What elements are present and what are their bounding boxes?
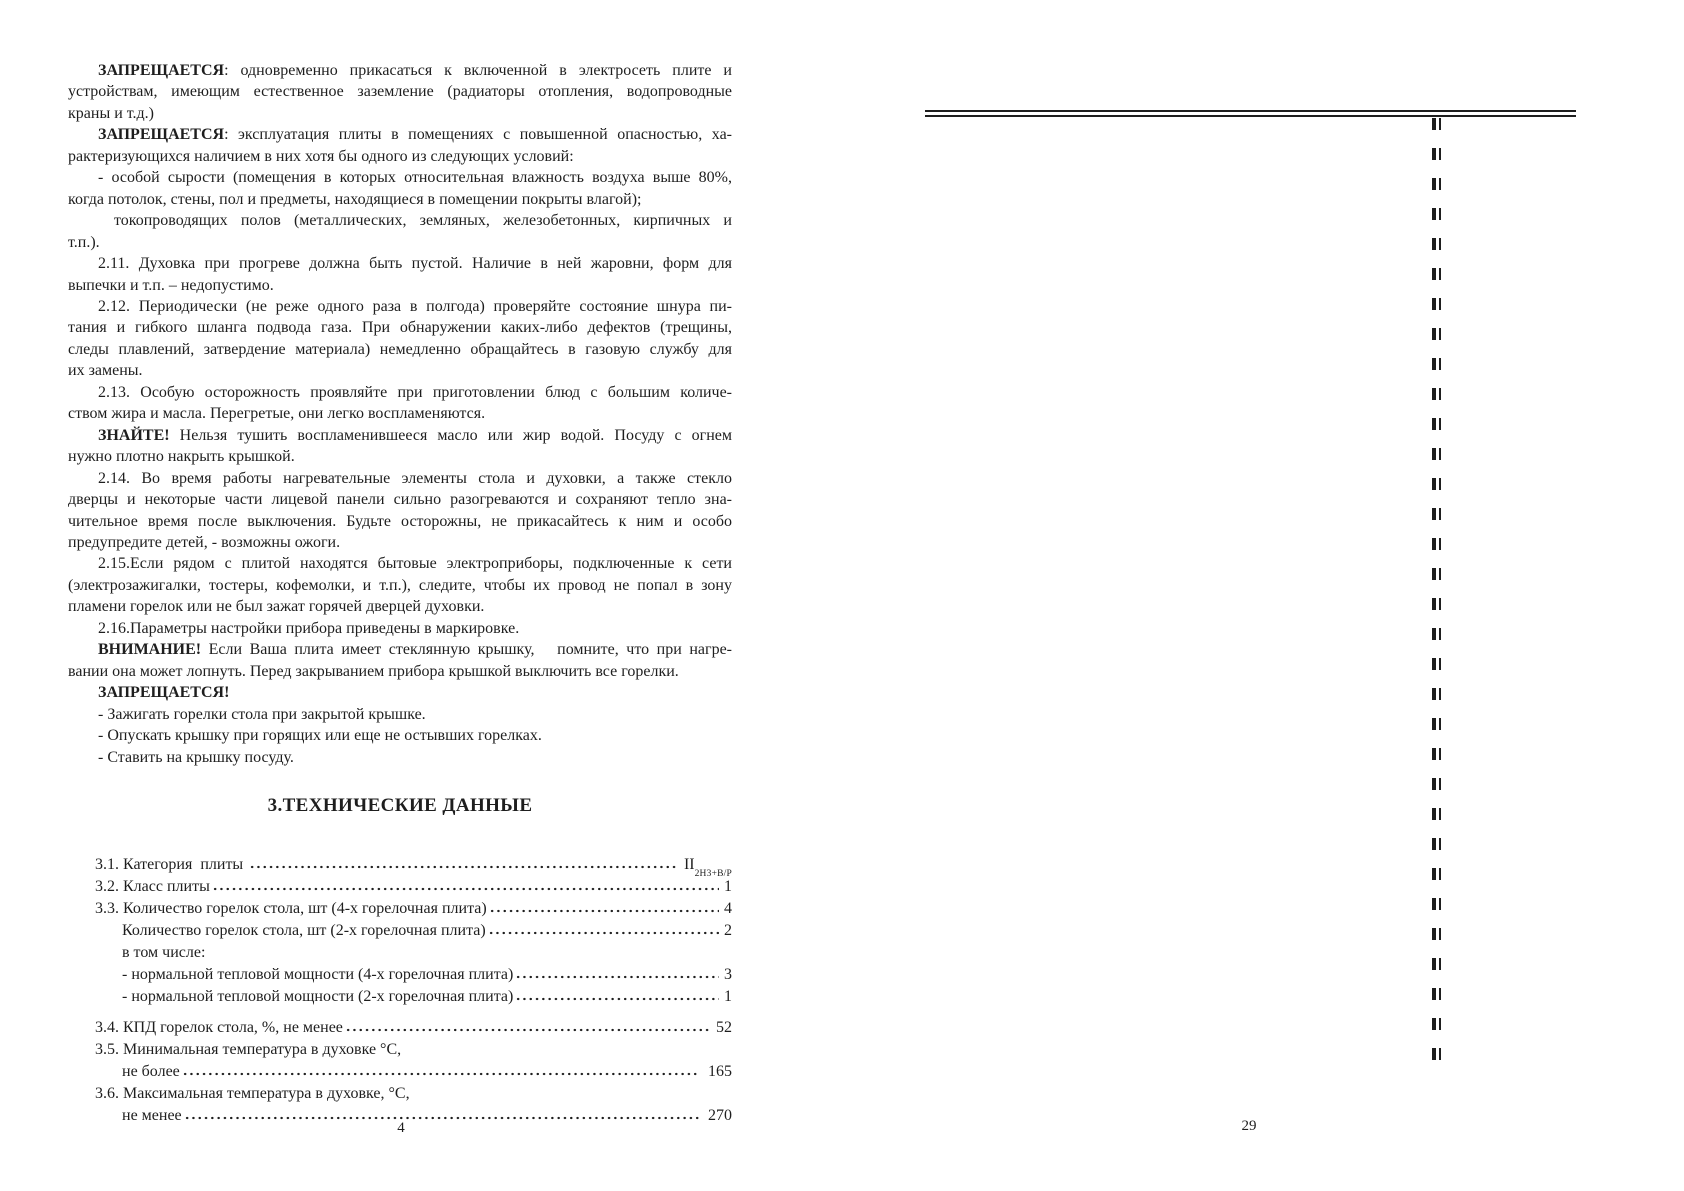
dot-leader [345, 1028, 711, 1032]
tech-data-value: $II_{2H3+B/P}$ [683, 855, 732, 880]
binding-mark [1432, 178, 1441, 190]
binding-mark-bar [1439, 148, 1441, 160]
binding-mark-bar [1432, 148, 1436, 160]
paragraph [68, 682, 732, 703]
binding-mark-bar [1432, 358, 1436, 370]
text: когда потолок, стены, пол и предметы, находящиеся в помещении покрыты влагой); [68, 190, 642, 208]
tech-data-row [95, 1017, 732, 1039]
binding-mark [1432, 478, 1441, 490]
dot-leader [184, 1116, 699, 1120]
binding-mark-bar [1439, 448, 1441, 460]
text-line [68, 103, 732, 124]
text: - Опускать крышку при горящих или еще не остывших горелках. [98, 727, 542, 745]
binding-mark-bar [1432, 388, 1436, 400]
paragraph [68, 167, 732, 210]
binding-mark-bar [1439, 628, 1441, 640]
text-line [68, 189, 732, 210]
text-line [68, 253, 732, 274]
body-paragraphs [68, 60, 732, 768]
text-line [68, 511, 732, 532]
tech-data-label: 3.1. Категория плиты [95, 855, 248, 873]
binding-mark-bar [1439, 328, 1441, 340]
binding-mark-bar [1439, 808, 1441, 820]
tech-data-row [95, 1105, 732, 1127]
binding-mark-bar [1432, 178, 1436, 190]
text-line [68, 210, 732, 231]
text: - Зажигать горелки стола при закрытой крышке. [98, 705, 426, 723]
binding-mark [1432, 958, 1441, 970]
binding-mark-bar [1439, 478, 1441, 490]
page-number-right: 29 [1241, 1118, 1257, 1134]
text-line [68, 317, 732, 338]
binding-mark-bar [1432, 208, 1436, 220]
text-line [68, 60, 732, 81]
text: : эксплуатация плиты в помещениях с повышенной опасностью, ха- [224, 126, 732, 144]
bold-text: ЗАПРЕЩАЕТСЯ! [98, 684, 230, 702]
paragraph [68, 425, 732, 468]
tech-data-row [95, 1083, 732, 1105]
binding-mark-bar [1432, 598, 1436, 610]
tech-data-value: 1 [724, 877, 732, 895]
binding-mark-bar [1432, 448, 1436, 460]
paragraph [68, 639, 732, 682]
binding-mark [1432, 298, 1441, 310]
binding-mark [1432, 778, 1441, 790]
tech-data-row [95, 898, 732, 920]
text-line [68, 275, 732, 296]
text-line [68, 296, 732, 317]
text-line [68, 704, 732, 725]
tech-data-row [95, 876, 732, 898]
paragraph [68, 747, 732, 768]
binding-mark [1432, 448, 1441, 460]
binding-mark-bar [1439, 388, 1441, 400]
binding-mark [1432, 358, 1441, 370]
binding-mark-bar [1432, 1018, 1436, 1030]
binding-mark-bar [1432, 628, 1436, 640]
text: Если Ваша плита имеет стеклянную крышку, помните, что при нагре- [201, 641, 732, 659]
dot-leader [515, 997, 719, 1001]
binding-mark-bar [1439, 268, 1441, 280]
binding-mark-bar [1432, 238, 1436, 250]
binding-mark-bar [1432, 898, 1436, 910]
binding-mark-bar [1432, 868, 1436, 880]
text: краны и т.д.) [68, 104, 155, 122]
binding-mark-bar [1439, 958, 1441, 970]
text: нужно плотно накрыть крышкой. [68, 448, 295, 466]
binding-mark [1432, 208, 1441, 220]
text-line [68, 661, 732, 682]
binding-mark [1432, 1048, 1441, 1060]
binding-mark [1432, 598, 1441, 610]
page-number-left: 4 [397, 1120, 405, 1136]
binding-mark-bar [1439, 238, 1441, 250]
text-line [68, 575, 732, 596]
binding-mark-bar [1439, 118, 1441, 130]
bold-text: ЗАПРЕЩАЕТСЯ [98, 126, 225, 144]
text: 2.14. Во время работы нагревательные элементы стола и духовки, а также стекло [98, 469, 732, 487]
binding-mark [1432, 568, 1441, 580]
binding-mark [1432, 328, 1441, 340]
binding-mark [1432, 148, 1441, 160]
binding-mark-bar [1432, 268, 1436, 280]
binding-mark-bar [1432, 778, 1436, 790]
paragraph [68, 296, 732, 382]
paragraph [68, 725, 732, 746]
text-line [68, 618, 732, 639]
binding-mark [1432, 118, 1441, 130]
text: следы плавлений, затвердение материала) немедленно обращайтесь в газовую службу для [68, 340, 732, 358]
binding-mark-bar [1432, 508, 1436, 520]
binding-mark-bar [1439, 898, 1441, 910]
binding-mark-bar [1439, 298, 1441, 310]
text: рактеризующихся наличием в них хотя бы одного из следующих условий: [68, 147, 574, 165]
text-line [68, 232, 732, 253]
tech-data-value: 165 [704, 1062, 732, 1080]
binding-mark-bar [1432, 538, 1436, 550]
binding-mark-bar [1432, 418, 1436, 430]
text-line [68, 639, 732, 660]
text: 2.11. Духовка при прогреве должна быть пустой. Наличие в ней жаровни, форм для [98, 255, 732, 273]
binding-mark-bar [1432, 688, 1436, 700]
binding-mark [1432, 268, 1441, 280]
binding-mark [1432, 628, 1441, 640]
text-line [68, 553, 732, 574]
text-line [68, 532, 732, 553]
text: чительное время после выключения. Будьте осторожны, не прикасайтесь к ним и особо [68, 512, 732, 530]
paragraph [68, 124, 732, 167]
text: вании она может лопнуть. Перед закрыванием прибора крышкой выключить все горелки. [68, 662, 679, 680]
tech-data-value: 1 [724, 987, 732, 1005]
text: т.п.). [68, 233, 100, 251]
binding-mark-bar [1432, 328, 1436, 340]
text: ством жира и масла. Перегретые, они легко воспламеняются. [68, 405, 486, 423]
dot-leader [212, 887, 719, 891]
binding-mark-bar [1432, 1048, 1436, 1060]
paragraph [68, 704, 732, 725]
text-line [68, 468, 732, 489]
text: устройствам, имеющим естественное заземление (радиаторы отопления, водопроводные [68, 83, 732, 101]
double-rule [925, 110, 1576, 117]
binding-mark-bar [1439, 358, 1441, 370]
paragraph [68, 553, 732, 617]
text-line [68, 682, 732, 703]
tech-data-label: - нормальной тепловой мощности (4-х горелочная плита) [122, 965, 514, 983]
tech-data-value: 52 [716, 1018, 732, 1036]
binding-mark [1432, 1018, 1441, 1030]
text-line [68, 403, 732, 424]
tech-data-row [95, 964, 732, 986]
tech-data-value-subscript: 2H3+B/P [694, 869, 732, 880]
tech-data-label: 3.3. Количество горелок стола, шт (4-х горелочная плита) [95, 899, 487, 917]
binding-mark-bar [1439, 718, 1441, 730]
binding-mark-bar [1439, 568, 1441, 580]
binding-mark-bar [1439, 838, 1441, 850]
dot-leader [249, 865, 679, 869]
tech-data-label: Количество горелок стола, шт (2-х горелочная плита) [122, 921, 486, 939]
binding-mark-bar [1439, 988, 1441, 1000]
binding-mark-bar [1432, 658, 1436, 670]
binding-mark-bar [1432, 808, 1436, 820]
text: дверцы и некоторые части лицевой панели сильно разогреваются и сохраняют тепло зна- [68, 491, 732, 509]
section-heading: 3.ТЕХНИЧЕСКИЕ ДАННЫЕ [267, 794, 533, 816]
binding-mark [1432, 868, 1441, 880]
text: предупредите детей, - возможны ожоги. [68, 533, 341, 551]
tech-data-value: 270 [704, 1106, 732, 1124]
text-line [68, 725, 732, 746]
paragraph [68, 468, 732, 554]
tech-data-value: 4 [724, 899, 732, 917]
text-line [68, 167, 732, 188]
text-line [68, 81, 732, 102]
tech-data-label: 3.2. Класс плиты [95, 877, 210, 895]
binding-mark [1432, 388, 1441, 400]
binding-mark-bar [1439, 658, 1441, 670]
dot-leader [182, 1072, 699, 1076]
text-line [68, 489, 732, 510]
binding-mark-bar [1439, 778, 1441, 790]
binding-mark-bar [1439, 598, 1441, 610]
tech-data-list [68, 854, 732, 1127]
binding-mark-bar [1432, 298, 1436, 310]
tech-data-value: 3 [724, 965, 732, 983]
tech-data-label: 3.5. Минимальная температура в духовке °С, [95, 1040, 402, 1058]
binding-mark-bar [1439, 1048, 1441, 1060]
binding-mark [1432, 508, 1441, 520]
binding-mark-bar [1432, 718, 1436, 730]
binding-mark-bar [1432, 928, 1436, 940]
text: пламени горелок или не был зажат горячей дверцей духовки. [68, 598, 485, 616]
binding-mark [1432, 688, 1441, 700]
paragraph [68, 210, 732, 253]
bold-text: ВНИМАНИЕ! [98, 641, 202, 659]
paragraph [68, 60, 732, 124]
binding-mark-bar [1439, 538, 1441, 550]
text: выпечки и т.п. – недопустимо. [68, 276, 274, 294]
binding-mark-bar [1432, 568, 1436, 580]
tech-data-label: 3.4. КПД горелок стола, %, не менее [95, 1018, 343, 1036]
text-line [68, 596, 732, 617]
bold-text: ЗНАЙТЕ! [98, 426, 170, 444]
binding-mark-bar [1439, 178, 1441, 190]
text: (электрозажигалки, тостеры, кофемолки, и т.п.), следите, чтобы их провод не попал в зону [68, 576, 732, 594]
binding-mark [1432, 718, 1441, 730]
text: 2.12. Периодически (не реже одного раза в полгода) проверяйте состояние шнура пи- [98, 297, 732, 315]
binding-mark-bar [1439, 418, 1441, 430]
tech-data-label: 3.6. Максимальная температура в духовке, °С, [95, 1084, 410, 1102]
text: 2.16.Параметры настройки прибора приведены в маркировке. [98, 619, 520, 637]
text-line [68, 425, 732, 446]
text: токопроводящих полов (металлических, земляных, железобетонных, кирпичных и [114, 212, 732, 230]
paragraph [68, 382, 732, 425]
text: 2.13. Особую осторожность проявляйте при приготовлении блюд с большим количе- [98, 383, 732, 401]
binding-mark [1432, 898, 1441, 910]
binding-mark [1432, 658, 1441, 670]
binding-mark [1432, 538, 1441, 550]
binding-mark [1432, 838, 1441, 850]
text-line [68, 124, 732, 145]
binding-mark [1432, 808, 1441, 820]
binding-mark-bar [1439, 868, 1441, 880]
binding-marks [1432, 118, 1441, 1078]
text-line [68, 146, 732, 167]
text: 2.15.Если рядом с плитой находятся бытовые электроприборы, подключенные к сети [98, 555, 732, 573]
binding-mark [1432, 748, 1441, 760]
binding-mark [1432, 928, 1441, 940]
tech-data-row [95, 1039, 732, 1061]
binding-mark-bar [1439, 1018, 1441, 1030]
tech-data-label: не более [122, 1062, 180, 1080]
binding-mark-bar [1432, 748, 1436, 760]
text-line [68, 360, 732, 381]
text: - Ставить на крышку посуду. [98, 748, 294, 766]
binding-mark-bar [1432, 988, 1436, 1000]
text: : одновременно прикасаться к включенной в электросеть плите и [224, 62, 732, 79]
tech-data-row [95, 942, 732, 964]
tech-data-row [95, 1061, 732, 1083]
binding-mark-bar [1439, 508, 1441, 520]
paragraph [68, 618, 732, 639]
text-line [68, 446, 732, 467]
binding-mark-bar [1439, 208, 1441, 220]
paragraph [68, 253, 732, 296]
bold-text: ЗАПРЕЩАЕТСЯ [98, 62, 225, 79]
tech-data-row [95, 854, 732, 880]
dot-leader [489, 909, 719, 913]
binding-mark-bar [1439, 748, 1441, 760]
binding-mark [1432, 238, 1441, 250]
tech-data-label: в том числе: [122, 943, 206, 961]
text: их замены. [68, 362, 143, 380]
text: тания и гибкого шланга подвода газа. При обнаружении каких-либо дефектов (трещины, [68, 319, 732, 337]
tech-data-label: не менее [122, 1106, 182, 1124]
text-line [68, 339, 732, 360]
tech-data-label: - нормальной тепловой мощности (2-х горелочная плита) [122, 987, 514, 1005]
text-line [68, 747, 732, 768]
binding-mark-bar [1439, 688, 1441, 700]
binding-mark-bar [1432, 838, 1436, 850]
binding-mark-bar [1432, 118, 1436, 130]
text: - особой сырости (помещения в которых относительная влажность воздуха выше 80%, [98, 169, 732, 187]
binding-mark-bar [1432, 478, 1436, 490]
binding-mark [1432, 418, 1441, 430]
text-line [68, 382, 732, 403]
dot-leader [515, 975, 719, 979]
text: Нельзя тушить воспламенившееся масло или жир водой. Посуду с огнем [169, 426, 732, 444]
binding-mark [1432, 988, 1441, 1000]
left-page [68, 60, 732, 1127]
tech-data-row [95, 920, 732, 942]
tech-data-row [95, 986, 732, 1008]
dot-leader [488, 931, 719, 935]
tech-data-value: 2 [724, 921, 732, 939]
binding-mark-bar [1432, 958, 1436, 970]
binding-mark-bar [1439, 928, 1441, 940]
